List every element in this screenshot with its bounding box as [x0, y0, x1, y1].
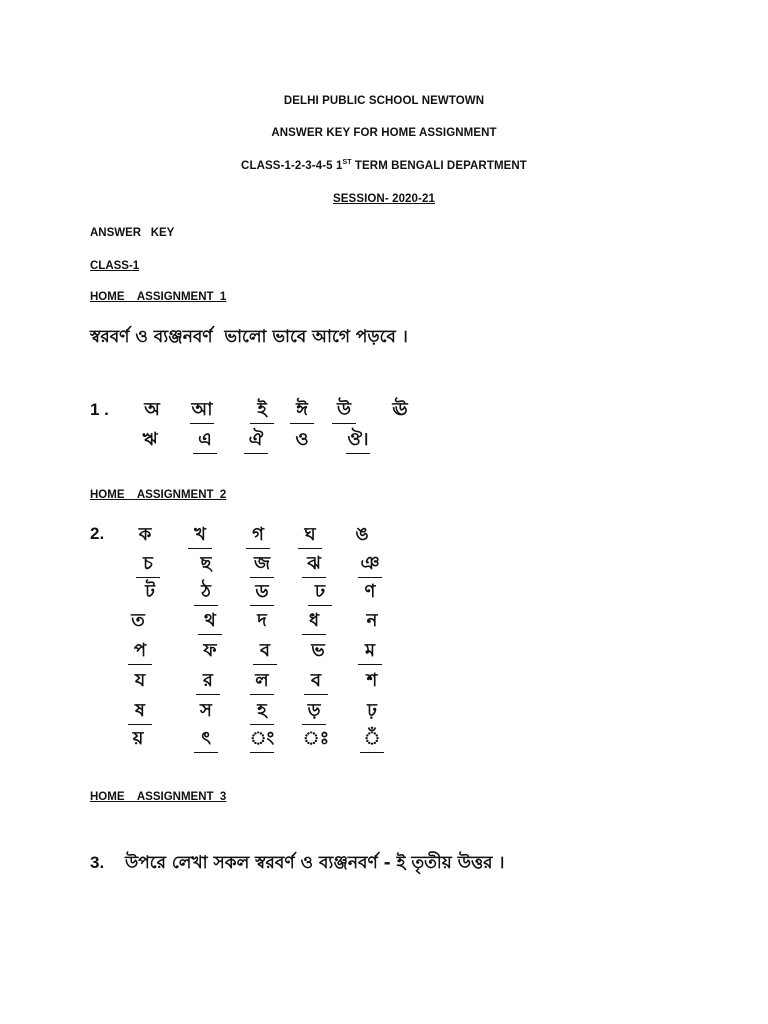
letter-underline: [194, 752, 218, 753]
letter: প: [133, 640, 147, 661]
letter: ঐ: [248, 429, 264, 450]
letter-underline: [360, 752, 384, 753]
letter: ফ: [203, 640, 217, 661]
letter-underline: [302, 724, 326, 725]
letter-cell: [190, 640, 230, 662]
letter: দ: [257, 610, 267, 631]
class-term-superscript: ST: [342, 159, 352, 167]
letter: ঘ: [304, 524, 316, 545]
home-assignment-2-label: HOME ASSIGNMENT 2: [90, 489, 227, 501]
letter-underline: [358, 664, 382, 665]
letter: ণ: [364, 581, 376, 602]
letter: ড: [255, 581, 269, 602]
letter: ঙ: [355, 524, 369, 545]
letter-cell: [352, 670, 392, 692]
letter: ব: [310, 670, 322, 691]
letter: য়: [132, 728, 144, 749]
letter-cell: [245, 640, 285, 662]
class-label: CLASS-1: [90, 260, 140, 272]
letter-underline: [194, 605, 218, 606]
letter-cell: [132, 399, 172, 421]
letter-underline: [193, 453, 217, 454]
letter: ঝ: [307, 553, 321, 574]
letter: ছ: [200, 553, 212, 574]
letter: খ: [194, 524, 206, 545]
letter: ও: [295, 429, 309, 450]
letter-underline: [250, 423, 274, 424]
letter-cell: [186, 728, 226, 750]
letter-underline: [128, 664, 152, 665]
letter-cell: [352, 610, 392, 632]
letter-underline: [253, 664, 277, 665]
letter: ঁ: [363, 728, 381, 749]
letter: অ: [144, 399, 160, 420]
letter-underline: [244, 453, 268, 454]
letter: থ: [204, 610, 216, 631]
letter: স: [200, 700, 212, 721]
letter-underline: [290, 423, 314, 424]
letter-cell: [180, 524, 220, 546]
home-assignment-3-label: HOME ASSIGNMENT 3: [90, 791, 227, 803]
letter-cell: [118, 610, 158, 632]
letter: ঞ: [360, 553, 380, 574]
letter-underline: [302, 577, 326, 578]
letter: ট: [145, 581, 155, 602]
letter: ল: [255, 670, 269, 691]
letter-underline: [304, 694, 328, 695]
letter-cell: [120, 670, 160, 692]
letter: ড়: [307, 700, 321, 721]
home-assignment-1-label: HOME ASSIGNMENT 1: [90, 291, 227, 303]
answer-key-label: ANSWER KEY: [90, 227, 175, 239]
school-name: DELHI PUBLIC SCHOOL NEWTOWN: [283, 95, 485, 107]
letter-cell: [188, 670, 228, 692]
letter: ধ: [308, 610, 320, 631]
letter-cell: [294, 553, 334, 575]
letter-cell: [350, 640, 390, 662]
letter-cell: [185, 429, 225, 451]
letter-underline: [332, 423, 356, 424]
letter-underline: [250, 577, 274, 578]
letter: চ: [143, 553, 153, 574]
letter-cell: [186, 700, 226, 722]
letter-cell: [186, 553, 226, 575]
letter: ক: [138, 524, 152, 545]
letter: শ: [366, 670, 378, 691]
document-title: ANSWER KEY FOR HOME ASSIGNMENT: [271, 127, 497, 139]
home-assignment-1-instruction: স্বরবর্ণ ও ব্যঞ্জনবর্ণ ভালো ভাবে আগে পড়বে ।: [90, 327, 408, 347]
letter-cell: [118, 728, 158, 750]
letter-cell: [350, 553, 390, 575]
letter: ৎ: [201, 728, 211, 749]
letter-underline: [250, 605, 274, 606]
letter: হ: [257, 700, 267, 721]
letter-cell: [130, 581, 170, 603]
letter-cell: [242, 581, 282, 603]
letter: ভ: [311, 640, 325, 661]
letter-underline: [358, 577, 382, 578]
letter: য: [134, 670, 146, 691]
letter: ব: [259, 640, 271, 661]
letter: ঢ়: [367, 700, 377, 721]
letter-cell: [125, 524, 165, 546]
letter-cell: [294, 610, 334, 632]
letter-cell: [242, 553, 282, 575]
letter-cell: [350, 581, 390, 603]
letter-cell: [242, 399, 282, 421]
letter-underline: [250, 694, 274, 695]
letter-cell: [130, 429, 170, 451]
letter-cell: [342, 524, 382, 546]
letter-cell: [338, 429, 378, 451]
letter-cell: [238, 524, 278, 546]
letter-underline: [246, 548, 270, 549]
letter: জ: [253, 553, 271, 574]
letter-cell: [298, 640, 338, 662]
letter: ম: [365, 640, 375, 661]
letter: ই: [257, 399, 267, 420]
letter-underline: [302, 634, 326, 635]
letter: ঔ।: [347, 429, 369, 450]
letter: ঠ: [201, 581, 211, 602]
question-3-number: 3.: [90, 853, 105, 872]
letter-cell: [190, 610, 230, 632]
session-line: SESSION- 2020-21: [333, 193, 435, 205]
letter: ং: [249, 728, 275, 749]
letter-cell: [290, 524, 330, 546]
class-term-line-a: CLASS-1-2-3-4-5 1: [241, 160, 343, 172]
letter-cell: [296, 670, 336, 692]
letter-cell: [282, 399, 322, 421]
letter-underline: [308, 605, 332, 606]
letter-cell: [242, 700, 282, 722]
letter-cell: [324, 399, 364, 421]
question-3-text: উপরে লেখা সকল স্বরবর্ণ ও ব্যঞ্জনবর্ণ - ই তৃতীয় উত্তর ।: [125, 853, 505, 873]
letter-underline: [128, 724, 152, 725]
letter-underline: [198, 634, 222, 635]
letter: ঃ: [302, 728, 330, 749]
letter-cell: [128, 553, 168, 575]
letter-cell: [242, 670, 282, 692]
letter-cell: [300, 581, 340, 603]
letter-underline: [250, 752, 274, 753]
letter-underline: [346, 453, 370, 454]
class-term-line-b: TERM BENGALI DEPARTMENT: [351, 160, 527, 172]
letter-underline: [190, 423, 214, 424]
letter: ন: [366, 610, 378, 631]
letter: ঋ: [142, 429, 158, 450]
question-2-number: 2.: [90, 524, 105, 543]
letter-cell: [296, 728, 336, 750]
letter-underline: [136, 577, 160, 578]
letter: ঈ: [296, 399, 308, 420]
letter-cell: [120, 640, 160, 662]
letter-underline: [196, 694, 220, 695]
question-1-number: 1 .: [90, 400, 109, 419]
letter: গ: [252, 524, 264, 545]
letter-underline: [188, 548, 212, 549]
letter-cell: [120, 700, 160, 722]
letter-cell: [242, 610, 282, 632]
letter-cell: [352, 728, 392, 750]
letter-cell: [182, 399, 222, 421]
letter: ঊ: [392, 399, 408, 420]
letter-cell: [242, 728, 282, 750]
letter: উ: [336, 399, 352, 420]
letter-cell: [352, 700, 392, 722]
letter-cell: [282, 429, 322, 451]
letter-cell: [236, 429, 276, 451]
letter-underline: [250, 724, 274, 725]
letter-cell: [380, 399, 420, 421]
letter: ঢ: [314, 581, 326, 602]
letter: ষ: [135, 700, 145, 721]
letter-cell: [186, 581, 226, 603]
letter: আ: [191, 399, 213, 420]
letter-cell: [294, 700, 334, 722]
letter: র: [203, 670, 213, 691]
letter: এ: [198, 429, 212, 450]
letter-underline: [298, 548, 322, 549]
class-term-line: [0, 160, 768, 172]
letter: ত: [131, 610, 145, 631]
